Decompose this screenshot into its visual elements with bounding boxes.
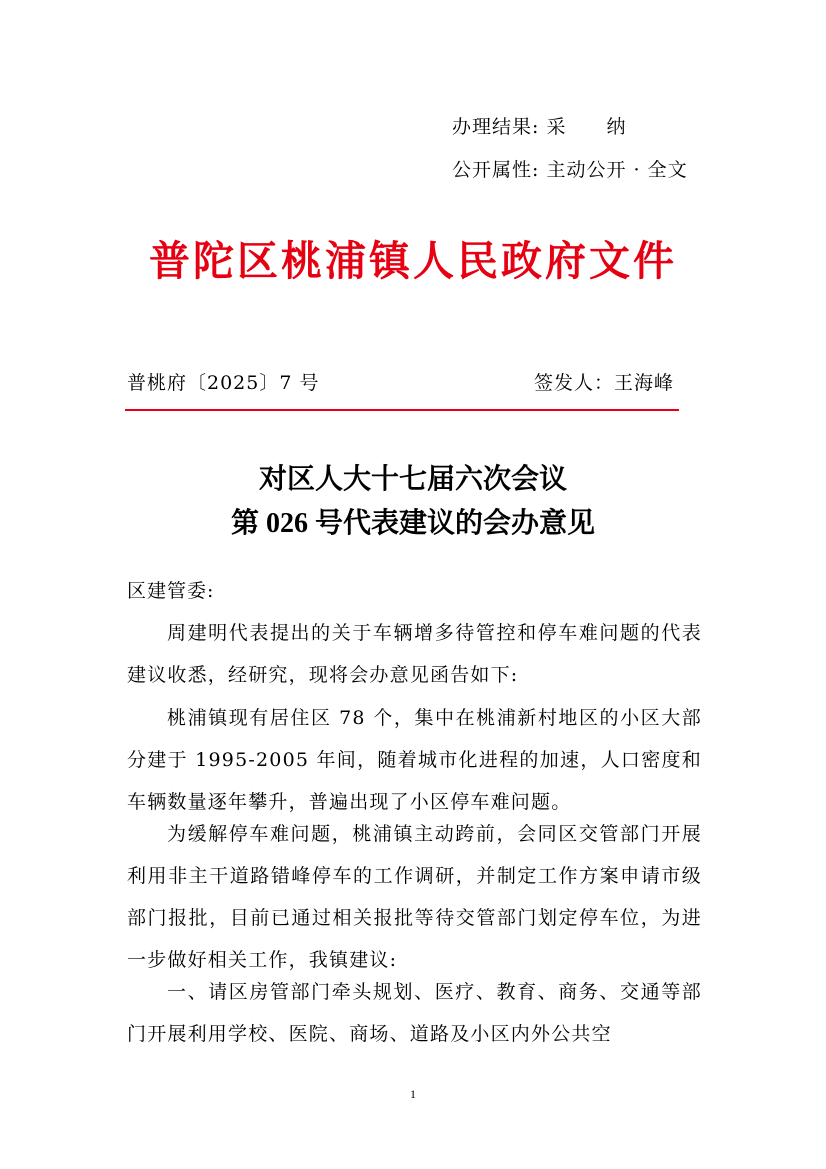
red-divider	[125, 409, 679, 411]
document-header: 普陀区桃浦镇人民政府文件	[149, 237, 677, 285]
document-title-line-1: 对区人大十七届六次会议	[258, 464, 567, 495]
body-paragraph: 桃浦镇现有居住区 78 个，集中在桃浦新村地区的小区大部分建于 1995-2005 年间，随着城市化进程的加速，人口密度和车辆数量逐年攀升，普遍出现了小区停车难问题。	[127, 707, 702, 813]
body-paragraph: 为缓解停车难问题，桃浦镇主动跨前，会同区交管部门开展利用非主干道路错峰停车的工作调研，并制定工作方案申请市级部门报批，目前已通过相关报批等待交管部门划定停车位，为进一步做好相关工作，我镇建议:	[127, 823, 702, 971]
disclosure-label: 公开属性:	[452, 159, 540, 181]
handling-result-label: 办理结果:	[452, 116, 540, 138]
handling-result-value: 采 纳	[546, 116, 627, 138]
document-number: 普桃府〔2025〕7 号	[127, 372, 320, 394]
disclosure-attribute	[452, 155, 688, 182]
body-paragraph: 一、请区房管部门牵头规划、医疗、教育、商务、交通等部门开展利用学校、医院、商场、道路及小区内外公共空	[127, 981, 702, 1045]
disclosure-value: 主动公开 · 全文	[546, 159, 688, 181]
handling-result	[452, 112, 626, 139]
page-number: 1	[410, 1087, 416, 1101]
document-title-line-2: 第 026 号代表建议的会办意见	[230, 508, 595, 539]
body-paragraph: 周建明代表提出的关于车辆增多待管控和停车难问题的代表建议收悉，经研究，现将会办意见函告如下:	[127, 622, 702, 686]
salutation: 区建管委:	[127, 580, 215, 602]
issuer: 签发人：王海峰	[534, 372, 675, 394]
